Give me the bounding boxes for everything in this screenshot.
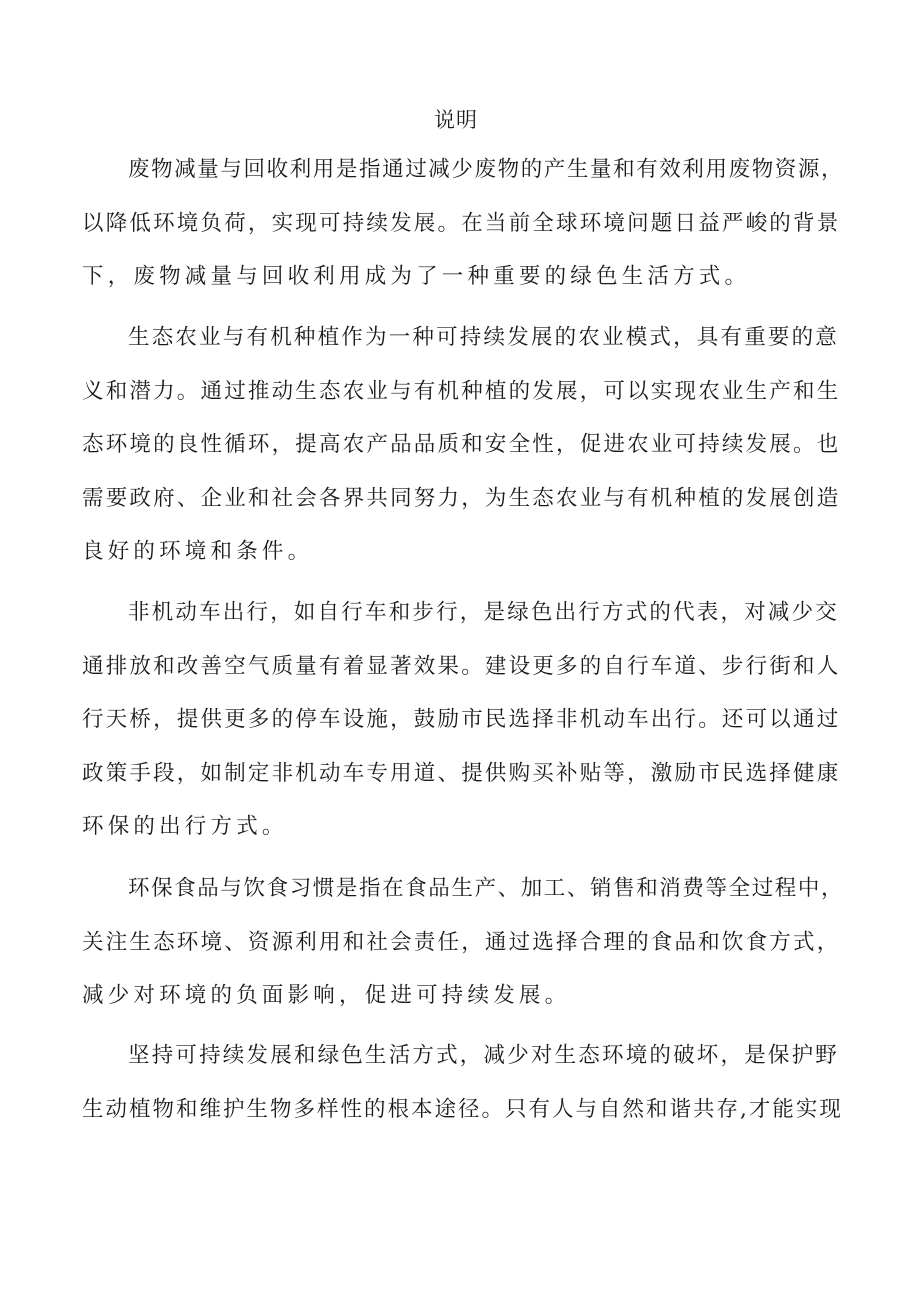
paragraph-line: 政策手段，如制定非机动车专用道、提供购买补贴等，激励市民选择健康 bbox=[82, 760, 841, 786]
paragraph-ecological-agriculture bbox=[82, 311, 842, 579]
paragraph-sustainable-lifestyle bbox=[82, 1029, 842, 1136]
paragraph-line: 态环境的良性循环，提高农产品品质和安全性，促进农业可持续发展。也 bbox=[82, 432, 841, 457]
paragraph-line: 以降低环境负荷，实现可持续发展。在当前全球环境问题日益严峻的背景 bbox=[82, 210, 841, 236]
paragraph-line: 生动植物和维护生物多样性的根本途径。只有人与自然和谐共存,才能实现 bbox=[82, 1096, 843, 1122]
paragraph-line: 减少对环境的负面影响，促进可持续发展。 bbox=[82, 983, 571, 1008]
document-title: 说明 bbox=[434, 108, 478, 132]
paragraph-line: 良好的环境和条件。 bbox=[82, 539, 314, 564]
paragraph-waste-reduction bbox=[82, 143, 845, 304]
paragraph-line: 生态农业与有机种植作为一种可持续发展的农业模式，具有重要的意 bbox=[128, 325, 840, 350]
paragraph-line: 行天桥，提供更多的停车设施，鼓励市民选择非机动车出行。还可以通过 bbox=[82, 707, 841, 732]
paragraph-line: 需要政府、企业和社会各界共同努力，为生态农业与有机种植的发展创造 bbox=[82, 485, 841, 511]
paragraph-line: 环保食品与饮食习惯是指在食品生产、加工、销售和消费等全过程中， bbox=[128, 876, 845, 901]
paragraph-line: 下，废物减量与回收利用成为了一种重要的绿色生活方式。 bbox=[82, 264, 751, 289]
paragraph-line: 环保的出行方式。 bbox=[82, 814, 288, 839]
paragraph-line: 通排放和改善空气质量有着显著效果。建设更多的自行车道、步行街和人 bbox=[82, 653, 841, 679]
paragraph-non-motorized-travel bbox=[82, 586, 842, 854]
paragraph-line: 废物减量与回收利用是指通过减少废物的产生量和有效利用废物资源， bbox=[128, 157, 845, 182]
paragraph-line: 非机动车出行，如自行车和步行，是绿色出行方式的代表，对减少交 bbox=[128, 600, 840, 625]
paragraph-line: 义和潜力。通过推动生态农业与有机种植的发展，可以实现农业生产和生 bbox=[82, 378, 841, 404]
paragraph-line: 坚持可持续发展和绿色生活方式，减少对生态环境的破坏，是保护野 bbox=[128, 1043, 840, 1068]
paragraph-line: 关注生态环境、资源利用和社会责任，通过选择合理的食品和饮食方式， bbox=[82, 929, 841, 955]
paragraph-eco-food bbox=[82, 862, 845, 1023]
